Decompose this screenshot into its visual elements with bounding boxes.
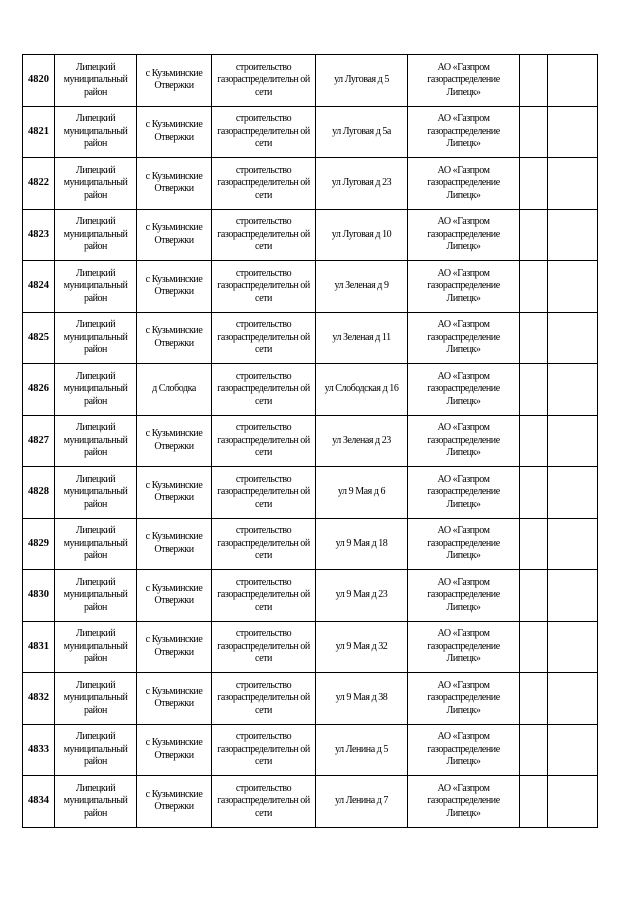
empty-cell [548, 467, 598, 519]
table-row [23, 209, 598, 261]
work-type-cell: строительство газораспределительн ой сети [212, 621, 316, 673]
settlement-cell: с Кузьминские Отвержки [137, 621, 212, 673]
work-type-cell: строительство газораспределительн ой сети [212, 106, 316, 158]
organization-cell: АО «Газпром газораспределение Липецк» [408, 724, 520, 776]
district-cell: Липецкий муниципальный район [55, 673, 137, 725]
work-type-cell: строительство газораспределительн ой сети [212, 415, 316, 467]
address-cell: ул 9 Мая д 32 [316, 621, 408, 673]
table-row [23, 570, 598, 622]
district-cell: Липецкий муниципальный район [55, 724, 137, 776]
empty-cell [548, 415, 598, 467]
table-row [23, 724, 598, 776]
empty-cell [520, 106, 548, 158]
empty-cell [520, 312, 548, 364]
work-type-cell: строительство газораспределительн ой сети [212, 776, 316, 828]
work-type-cell: строительство газораспределительн ой сети [212, 55, 316, 107]
address-cell: ул Зеленая д 11 [316, 312, 408, 364]
settlement-cell: с Кузьминские Отвержки [137, 209, 212, 261]
table-row [23, 518, 598, 570]
organization-cell: АО «Газпром газораспределение Липецк» [408, 673, 520, 725]
organization-cell: АО «Газпром газораспределение Липецк» [408, 364, 520, 416]
address-cell: ул Зеленая д 9 [316, 261, 408, 313]
gasification-register-table [22, 54, 598, 828]
empty-cell [548, 261, 598, 313]
work-type-cell: строительство газораспределительн ой сети [212, 724, 316, 776]
district-cell: Липецкий муниципальный район [55, 209, 137, 261]
settlement-cell: с Кузьминские Отвержки [137, 55, 212, 107]
row-number: 4832 [23, 673, 55, 725]
address-cell: ул 9 Мая д 18 [316, 518, 408, 570]
settlement-cell: с Кузьминские Отвержки [137, 724, 212, 776]
district-cell: Липецкий муниципальный район [55, 158, 137, 210]
work-type-cell: строительство газораспределительн ой сети [212, 209, 316, 261]
row-number: 4829 [23, 518, 55, 570]
address-cell: ул Луговая д 10 [316, 209, 408, 261]
row-number: 4830 [23, 570, 55, 622]
settlement-cell: с Кузьминские Отвержки [137, 518, 212, 570]
settlement-cell: с Кузьминские Отвержки [137, 261, 212, 313]
empty-cell [548, 364, 598, 416]
row-number: 4834 [23, 776, 55, 828]
work-type-cell: строительство газораспределительн ой сети [212, 364, 316, 416]
settlement-cell: с Кузьминские Отвержки [137, 415, 212, 467]
table-body [23, 55, 598, 828]
empty-cell [520, 467, 548, 519]
work-type-cell: строительство газораспределительн ой сети [212, 518, 316, 570]
empty-cell [520, 55, 548, 107]
organization-cell: АО «Газпром газораспределение Липецк» [408, 415, 520, 467]
empty-cell [548, 673, 598, 725]
row-number: 4823 [23, 209, 55, 261]
work-type-cell: строительство газораспределительн ой сети [212, 570, 316, 622]
settlement-cell: с Кузьминские Отвержки [137, 312, 212, 364]
address-cell: ул 9 Мая д 38 [316, 673, 408, 725]
settlement-cell: д Слободка [137, 364, 212, 416]
empty-cell [520, 724, 548, 776]
organization-cell: АО «Газпром газораспределение Липецк» [408, 570, 520, 622]
row-number: 4821 [23, 106, 55, 158]
district-cell: Липецкий муниципальный район [55, 467, 137, 519]
work-type-cell: строительство газораспределительн ой сети [212, 312, 316, 364]
work-type-cell: строительство газораспределительн ой сети [212, 673, 316, 725]
settlement-cell: с Кузьминские Отвержки [137, 106, 212, 158]
district-cell: Липецкий муниципальный район [55, 415, 137, 467]
empty-cell [520, 364, 548, 416]
work-type-cell: строительство газораспределительн ой сети [212, 467, 316, 519]
address-cell: ул Луговая д 5 [316, 55, 408, 107]
table-row [23, 415, 598, 467]
address-cell: ул Луговая д 5а [316, 106, 408, 158]
empty-cell [520, 673, 548, 725]
organization-cell: АО «Газпром газораспределение Липецк» [408, 158, 520, 210]
row-number: 4833 [23, 724, 55, 776]
row-number: 4828 [23, 467, 55, 519]
organization-cell: АО «Газпром газораспределение Липецк» [408, 106, 520, 158]
empty-cell [548, 106, 598, 158]
table-row [23, 467, 598, 519]
table-row [23, 621, 598, 673]
address-cell: ул Ленина д 7 [316, 776, 408, 828]
row-number: 4827 [23, 415, 55, 467]
table-row [23, 106, 598, 158]
district-cell: Липецкий муниципальный район [55, 518, 137, 570]
organization-cell: АО «Газпром газораспределение Липецк» [408, 518, 520, 570]
table-row [23, 673, 598, 725]
organization-cell: АО «Газпром газораспределение Липецк» [408, 261, 520, 313]
address-cell: ул 9 Мая д 6 [316, 467, 408, 519]
organization-cell: АО «Газпром газораспределение Липецк» [408, 209, 520, 261]
empty-cell [520, 261, 548, 313]
district-cell: Липецкий муниципальный район [55, 621, 137, 673]
empty-cell [548, 55, 598, 107]
empty-cell [520, 621, 548, 673]
settlement-cell: с Кузьминские Отвержки [137, 570, 212, 622]
empty-cell [548, 724, 598, 776]
row-number: 4824 [23, 261, 55, 313]
district-cell: Липецкий муниципальный район [55, 261, 137, 313]
table-row [23, 158, 598, 210]
table-row [23, 364, 598, 416]
empty-cell [548, 776, 598, 828]
row-number: 4822 [23, 158, 55, 210]
organization-cell: АО «Газпром газораспределение Липецк» [408, 55, 520, 107]
address-cell: ул Луговая д 23 [316, 158, 408, 210]
row-number: 4825 [23, 312, 55, 364]
table-row [23, 261, 598, 313]
district-cell: Липецкий муниципальный район [55, 364, 137, 416]
empty-cell [548, 209, 598, 261]
organization-cell: АО «Газпром газораспределение Липецк» [408, 312, 520, 364]
district-cell: Липецкий муниципальный район [55, 570, 137, 622]
empty-cell [548, 570, 598, 622]
address-cell: ул Зеленая д 23 [316, 415, 408, 467]
empty-cell [520, 570, 548, 622]
organization-cell: АО «Газпром газораспределение Липецк» [408, 621, 520, 673]
address-cell: ул Ленина д 5 [316, 724, 408, 776]
address-cell: ул 9 Мая д 23 [316, 570, 408, 622]
row-number: 4820 [23, 55, 55, 107]
work-type-cell: строительство газораспределительн ой сети [212, 261, 316, 313]
district-cell: Липецкий муниципальный район [55, 776, 137, 828]
empty-cell [548, 158, 598, 210]
address-cell: ул Слободская д 16 [316, 364, 408, 416]
empty-cell [520, 415, 548, 467]
table-row [23, 55, 598, 107]
empty-cell [520, 209, 548, 261]
settlement-cell: с Кузьминские Отвержки [137, 158, 212, 210]
empty-cell [548, 312, 598, 364]
work-type-cell: строительство газораспределительн ой сети [212, 158, 316, 210]
empty-cell [548, 621, 598, 673]
settlement-cell: с Кузьминские Отвержки [137, 467, 212, 519]
organization-cell: АО «Газпром газораспределение Липецк» [408, 776, 520, 828]
table-row [23, 776, 598, 828]
district-cell: Липецкий муниципальный район [55, 106, 137, 158]
settlement-cell: с Кузьминские Отвержки [137, 673, 212, 725]
row-number: 4826 [23, 364, 55, 416]
empty-cell [520, 776, 548, 828]
empty-cell [520, 158, 548, 210]
district-cell: Липецкий муниципальный район [55, 55, 137, 107]
empty-cell [548, 518, 598, 570]
district-cell: Липецкий муниципальный район [55, 312, 137, 364]
organization-cell: АО «Газпром газораспределение Липецк» [408, 467, 520, 519]
empty-cell [520, 518, 548, 570]
row-number: 4831 [23, 621, 55, 673]
settlement-cell: с Кузьминские Отвержки [137, 776, 212, 828]
table-row [23, 312, 598, 364]
